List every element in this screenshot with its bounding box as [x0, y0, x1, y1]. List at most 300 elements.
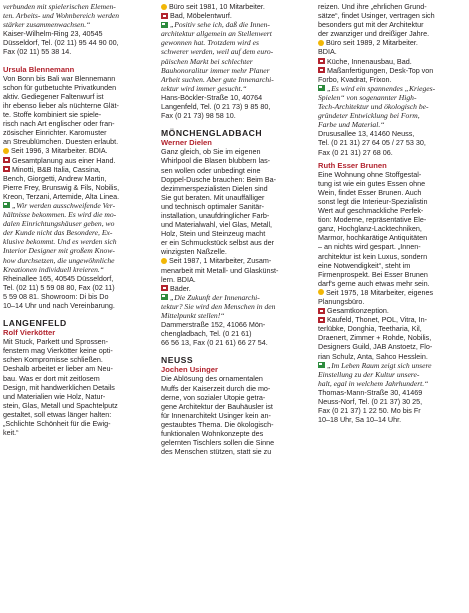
line-text: tektur? Sie wird den Menschen in den [161, 301, 276, 311]
line-text: BDIA. [318, 47, 337, 57]
line-text: Tech-Architektur und ökologisch be- [318, 102, 429, 112]
text-line [161, 311, 307, 320]
line-text: fenstern mag Vierkötter keine opti- [3, 346, 113, 356]
line-text: Gesamtkonzeption. [327, 306, 389, 316]
text-line [161, 447, 307, 456]
line-text: Draenert, Zimmer + Rohde, Nobilis, [318, 333, 432, 343]
text-line [318, 179, 466, 188]
line-text: 10–18 Uhr, Sa 10–14 Uhr. [318, 415, 402, 425]
text-line [161, 302, 307, 311]
line-text: Bauhonoralitur immer mehr Planer [161, 65, 270, 75]
line-text: darf's gerne auch etwas mehr sein. [318, 278, 430, 288]
text-line [318, 406, 466, 415]
text-line [161, 84, 307, 93]
entry-name-ruth-esser-brunen: Ruth Esser Brunen [318, 160, 387, 170]
sun-icon [161, 4, 167, 10]
text-line [161, 2, 307, 11]
text-line [161, 256, 307, 265]
text-line [161, 275, 307, 284]
text-line [161, 93, 307, 102]
text-line [161, 211, 307, 220]
line-text: Dammerstraße 152, 41066 Mön- [161, 320, 266, 330]
line-text: Bäder. [170, 283, 191, 293]
line-text: der zwanziger und dreißiger Jahre. [318, 29, 430, 39]
text-line [318, 397, 466, 406]
line-text: Kreationen individuell kreieren.“ [3, 264, 105, 274]
text-line [3, 74, 149, 83]
square-icon [318, 317, 325, 323]
line-text: Kreon, Terzani, Artemide, Alta Linea. [3, 191, 120, 201]
line-text: aktiv. Gediegener Faltenwurf ist [3, 91, 104, 101]
text-line [3, 246, 149, 255]
text-line [3, 29, 149, 38]
line-text: architektur allgemein an Stellenwert [161, 29, 272, 39]
entry-name-jochen-usinger: Jochen Usinger [161, 365, 218, 375]
line-text: dalen Einrichtungshäuser geben, wo [3, 219, 115, 229]
text-line [3, 419, 149, 428]
line-text: keit.“ [3, 428, 19, 438]
line-text: Design, mit handwerklichen Details [3, 382, 115, 392]
text-line [161, 75, 307, 84]
quote-icon [161, 294, 168, 300]
text-line [3, 101, 149, 110]
line-text: Mittelpunkt stellen!“ [161, 311, 225, 320]
entry-intro-continued [3, 2, 149, 57]
text-line [3, 219, 149, 228]
line-text: Pierre Frey, Brunswig & Fils, Nobilis, [3, 182, 120, 192]
text-line [3, 210, 149, 219]
text-line [3, 174, 149, 183]
text-line [3, 292, 149, 301]
line-text: Bad, Möbelentwurf. [170, 11, 232, 21]
line-text: „Positiv sehe ich, daß die Innen- [170, 20, 270, 30]
line-text: Fax (0 21 31) 27 68 06. [318, 147, 393, 157]
text-line [161, 29, 307, 38]
line-text: „Es wird ein spannendes „Krieges- [327, 83, 436, 93]
line-text: lern. BDIA. [161, 274, 196, 284]
text-line [3, 256, 149, 265]
entry-name-ursula-blennemann: Ursula Blennemann [3, 64, 75, 74]
quote-icon [318, 362, 325, 368]
quote-icon [161, 22, 168, 28]
line-text: des Menschen stützen, statt sie zu [161, 447, 272, 457]
text-line [161, 102, 307, 111]
line-text: Interior Designer mit großem Know- [3, 246, 115, 256]
text-line [161, 147, 307, 156]
text-line [161, 429, 307, 438]
line-text: „Wir werden ausschweifende Ver- [12, 200, 116, 210]
line-text: reizen. Und ihre „ehrlichen Grund- [318, 2, 427, 11]
text-line [3, 337, 149, 346]
line-text: terlübke, Donghia, Teetharia, Kil, [318, 324, 422, 334]
line-text: Hans-Böckler-Straße 10, 40764 [161, 92, 263, 102]
line-text: Forbo, Kvadrat, Frixon. [318, 74, 392, 84]
line-text: Fax (0 21 73) 98 58 10. [161, 111, 236, 121]
text-line [318, 129, 466, 138]
city-heading-neuss: NEUSS [161, 355, 194, 366]
text-line [318, 120, 466, 129]
text-line [318, 288, 466, 297]
line-text: Neuss-Norf, Tel. (0 21 37) 30 25, [318, 397, 423, 407]
text-line [161, 438, 307, 447]
line-text: Ganz gleich, ob Sie im eigenen [161, 147, 261, 157]
square-icon [3, 157, 10, 163]
line-text: Minotti, B&B Italia, Cassina, [12, 164, 101, 174]
line-text: Eine Wohnung ohne Stoffgestal- [318, 169, 422, 179]
text-line [3, 265, 149, 274]
line-text: „Schlichte Schönheit für die Ewig- [3, 419, 111, 429]
text-line [3, 183, 149, 192]
text-line [161, 166, 307, 175]
line-text: sonst legt die Interieur-Spezialistin [318, 196, 428, 206]
text-line [318, 11, 466, 20]
text-line [318, 20, 466, 29]
line-text: Sie gut beraten. Mit unauffälliger [161, 192, 265, 202]
text-line [161, 111, 307, 120]
text-line [161, 184, 307, 193]
square-icon [161, 285, 168, 291]
text-line [161, 420, 307, 429]
line-text: Marmor, hochkarätige Antiquitäten [318, 233, 428, 243]
text-line [318, 188, 466, 197]
square-icon [318, 308, 325, 314]
line-text: Deshalb arbeitet er lieber am Neu- [3, 364, 113, 374]
sun-icon [318, 289, 324, 295]
text-line [3, 364, 149, 373]
text-line [318, 102, 466, 111]
text-line [161, 402, 307, 411]
line-text: winzigsten Naßzelle. [161, 247, 227, 257]
line-text: Fax (02 11) 55 38 14. [3, 47, 72, 57]
text-line [161, 47, 307, 56]
text-line [318, 261, 466, 270]
line-text: gelernten Tischlers sollen die Sinne [161, 438, 275, 448]
text-line [161, 202, 307, 211]
line-text: Von Bonn bis Bali war Blennemann [3, 73, 116, 83]
line-text: tung ist wie ein gutes Essen ohne [318, 178, 426, 188]
line-text: installation, unaufdringlicher Farb- [161, 210, 270, 220]
text-line [161, 247, 307, 256]
line-text: derne, von sozialer Utopie getra- [161, 392, 266, 402]
line-text: Tel. (02 11) 5 59 08 80, Fax (02 11) [3, 282, 115, 292]
line-text: für Innenarchitekt Usinger kein an- [161, 410, 271, 420]
text-line [161, 220, 307, 229]
text-line [318, 2, 466, 11]
text-line [318, 84, 466, 93]
square-icon [3, 166, 10, 172]
text-line [3, 119, 149, 128]
line-text: Fax (0 21 37) 1 22 50. Mo bis Fr [318, 406, 421, 416]
text-line [3, 301, 149, 310]
line-text: te. Stoffe kombiniert sie spiele- [3, 110, 102, 120]
text-line [318, 306, 466, 315]
entry-text-vierkoetter-continued [161, 2, 307, 120]
text-line [318, 252, 466, 261]
text-line [161, 193, 307, 202]
text-line [318, 379, 466, 388]
text-line [318, 279, 466, 288]
line-text: der Kunde nicht das Besondere, Ex- [3, 228, 113, 238]
line-text: verbunden mit spielerischen Elemen- [3, 2, 116, 11]
text-line [3, 374, 149, 383]
text-line [3, 47, 149, 56]
line-text: Tel. (0 21 31) 27 64 05 / 27 53 30, [318, 138, 426, 148]
text-line [318, 242, 466, 251]
text-line [161, 284, 307, 293]
entry-name-werner-dielen: Werner Dielen [161, 138, 212, 148]
text-line [3, 128, 149, 137]
line-text: schwerer werden, weil auf dem euro- [161, 47, 274, 57]
text-line [318, 388, 466, 397]
text-line [161, 238, 307, 247]
line-text: 10–14 Uhr und nach Vereinbarung. [3, 301, 115, 310]
text-line [318, 342, 466, 351]
text-line [318, 215, 466, 224]
line-text: bau. Was er dort mit zeitlosem [3, 373, 100, 383]
line-text: klusive bekommt. Und es werden sich [3, 237, 117, 247]
line-text: Kaufeld, Thonet, POL, Vitra, In- [327, 315, 428, 325]
line-text: und Materialien wie Holz, Natur- [3, 391, 106, 401]
line-text: 66 56 13, Fax (0 21 61) 66 27 54. [161, 338, 268, 348]
text-line [161, 66, 307, 75]
text-line [3, 383, 149, 392]
text-line [318, 233, 466, 242]
text-line [161, 338, 307, 347]
line-text: Maßanfertigungen, Desk-Top von [327, 65, 434, 75]
text-line [3, 346, 149, 355]
text-line [161, 293, 307, 302]
entry-text-jochen-usinger [161, 374, 307, 456]
text-line [3, 237, 149, 246]
line-text: besonders gut mit der Architektur [318, 20, 424, 30]
text-line [3, 2, 149, 11]
line-text: gewonnen hat. Trotzdem wird es [161, 38, 259, 48]
text-line [318, 324, 466, 333]
text-line [318, 93, 466, 102]
text-line [161, 57, 307, 66]
quote-icon [318, 85, 325, 91]
square-icon [161, 13, 168, 19]
line-text: sätze“, findet Usinger, vertragen sich [318, 11, 435, 21]
line-text: Seit 1975, 18 Mitarbeiter, eigenes [326, 287, 434, 297]
city-heading-langenfeld: LANGENFELD [3, 318, 67, 329]
sun-icon [318, 40, 324, 46]
line-text: funktionalen Wohnkonzepte des [161, 429, 264, 439]
line-text: Kaiser-Wilhelm-Ring 23, 40545 [3, 29, 103, 39]
line-text: dezimmerspezialisten Dielen sind [161, 183, 268, 193]
square-icon [318, 58, 325, 64]
text-line [161, 411, 307, 420]
line-text: ihr ebenso lieber als nüchterne Glät- [3, 100, 119, 110]
line-text: Planungsbüro. [318, 297, 365, 306]
line-text: Designers Guild, JAB Anstoetz, Flo- [318, 342, 433, 352]
line-text: chengladbach, Tel. (0 21 61) [161, 329, 252, 339]
line-text: gestaltet, soll etwas länger halten: [3, 409, 112, 419]
text-line [318, 297, 466, 306]
text-line [3, 11, 149, 20]
entry-text-werner-dielen [161, 147, 307, 347]
text-line [3, 20, 149, 29]
text-line [318, 270, 466, 279]
line-text: eine Notwendigkeit“, steht im [318, 260, 411, 270]
line-text: Whirlpool die Blasen blubbern las- [161, 156, 271, 166]
text-line [3, 192, 149, 201]
line-text: sen wollen oder unbedingt eine [161, 165, 261, 175]
text-line [318, 224, 466, 233]
line-text: „Die Zukunft der Innenarchi- [170, 292, 260, 302]
entry-text-ursula-blennemann [3, 74, 149, 310]
text-line [3, 401, 149, 410]
line-text: Langenfeld, Tel. (0 21 73) 9 85 80, [161, 102, 271, 112]
text-line [3, 392, 149, 401]
square-icon [318, 67, 325, 73]
text-line [318, 138, 466, 147]
line-text: architektur ist kein Luxus, sondern [318, 251, 428, 261]
line-text: Einstellung zu der Kultur unsere- [318, 369, 420, 379]
column-3 [318, 2, 466, 424]
line-text: Gesamtplanung aus einer Hand. [12, 155, 116, 165]
line-text: ten. Arbeits- und Wohnbereich werden [3, 11, 120, 21]
text-line [3, 146, 149, 155]
text-line [318, 47, 466, 56]
text-line [3, 228, 149, 237]
line-text: Düsseldorf, Tel. (02 11) 95 44 90 00, [3, 38, 119, 48]
text-line [3, 156, 149, 165]
text-line [318, 370, 466, 379]
text-line [3, 110, 149, 119]
text-line [318, 206, 466, 215]
line-text: hältnisse bekommen. Es wird die mo- [3, 210, 117, 220]
line-text: menarbeit mit Metall- und Glaskünst- [161, 265, 279, 275]
text-line [161, 384, 307, 393]
line-text: Mit Stuck, Parkett und Sprossen- [3, 337, 109, 347]
text-line [318, 75, 466, 84]
line-text: stein, Glas, Metall und Spachtelputz [3, 400, 118, 410]
text-line [3, 410, 149, 419]
line-text: Farbe und Material.“ [318, 120, 385, 130]
text-line [318, 170, 466, 179]
text-line [318, 38, 466, 47]
text-line [161, 329, 307, 338]
text-line [318, 66, 466, 75]
text-line [161, 266, 307, 275]
line-text: how durchsetzen, die ungewöhnliche [3, 255, 115, 265]
line-text: er ein Schmuckstück selbst aus der [161, 238, 275, 248]
line-text: Seit 1996, 3 Mitarbeiter. BDIA. [11, 146, 108, 156]
line-text: Arbeit suchen. Aber gute Innenarchi- [161, 74, 274, 84]
text-line [161, 175, 307, 184]
text-line [161, 38, 307, 47]
line-text: Firmenprospekt. Bei Esser Brunen [318, 269, 428, 279]
text-line [318, 148, 466, 157]
text-line [318, 415, 466, 424]
line-text: Wert auf geschmackliche Perfek- [318, 206, 424, 216]
line-text: Doppel-Dusche brauchen: Beim Ba- [161, 174, 277, 184]
text-line [3, 137, 149, 146]
city-heading-moenchengladbach: MÖNCHENGLADBACH [161, 128, 263, 139]
text-line [3, 83, 149, 92]
sun-icon [161, 258, 167, 264]
line-text: an Streublümchen. Duesten erlaubt. [3, 137, 119, 147]
line-text: tektur wird immer gesucht.“ [161, 83, 247, 93]
line-text: zösischer Einrichter. Karomuster [3, 128, 107, 138]
line-text: Thomas-Mann-Straße 30, 41469 [318, 387, 423, 397]
text-line [318, 197, 466, 206]
line-text: Büro seit 1981, 10 Mitarbeiter. [169, 2, 265, 11]
text-line [161, 11, 307, 20]
entry-text-usinger-continued [318, 2, 466, 157]
line-text: stärker zusammenwachsen.“ [3, 20, 91, 30]
text-line [318, 352, 466, 361]
line-text: Drususallee 13, 41460 Neuss, [318, 129, 415, 139]
line-text: Die Ablösung des ornamentalen [161, 374, 263, 384]
line-text: Wein, findet Esser Brunen. Auch [318, 187, 422, 197]
line-text: Seit 1987, 1 Mitarbeiter, Zusam- [169, 256, 272, 266]
text-line [318, 315, 466, 324]
line-text: Büro seit 1989, 2 Mitarbeiter. [326, 38, 418, 48]
text-line [3, 428, 149, 437]
line-text: risch nach Art englischer oder fran- [3, 119, 115, 129]
column-2 [161, 2, 307, 456]
text-line [3, 283, 149, 292]
line-text: Muffs der Kaiserzeit durch die mo- [161, 383, 271, 393]
line-text: und technisch optimaler Sanitär- [161, 201, 265, 211]
line-text: Bench, Giorgetti, Andrew Martin, [3, 173, 107, 183]
text-line [3, 201, 149, 210]
entry-name-rolf-vierkoetter: Rolf Vierkötter [3, 328, 56, 338]
text-line [161, 320, 307, 329]
text-line [161, 20, 307, 29]
text-line [3, 92, 149, 101]
text-line [318, 29, 466, 38]
text-line [161, 374, 307, 383]
text-line [318, 57, 466, 66]
line-text: – an nichts wird gespart. „Innen- [318, 242, 421, 252]
text-line [161, 156, 307, 165]
line-text: Holz, Stein und Steinzeug macht [161, 229, 266, 239]
line-text: gestaubtes Thema. Die ökologisch- [161, 419, 274, 429]
text-line [3, 274, 149, 283]
text-line [318, 333, 466, 342]
line-text: halt, egal in welchem Jahrhundert.“ [318, 378, 429, 388]
text-line [3, 165, 149, 174]
text-line [318, 361, 466, 370]
entry-text-rolf-vierkoetter [3, 337, 149, 437]
line-text: 5 59 08 81. Showroom: Di bis Do [3, 291, 109, 301]
quote-icon [3, 202, 10, 208]
entry-text-ruth-esser-brunen [318, 170, 466, 425]
line-text: Rheinallee 165, 40545 Düsseldorf, [3, 273, 114, 283]
line-text: „Im Leben Raum zeigt sich unsere [327, 360, 432, 370]
line-text: päischen Markt bei schlechter [161, 56, 253, 66]
text-line [3, 355, 149, 364]
line-text: und Materialwahl, viel Glas, Metall, [161, 220, 273, 230]
line-text: schon für gutbetuchte Privatkunden [3, 82, 117, 92]
sun-icon [3, 148, 9, 154]
line-text: ganz, Hochglanz-Lacktechniken, [318, 224, 422, 234]
line-text: gene Architektur der Bauhäusler ist [161, 401, 273, 411]
line-text: gründeter Entwicklung bei Form, [318, 111, 420, 121]
text-line [3, 38, 149, 47]
line-text: rian Schulz, Anta, Sahco Hesslein. [318, 351, 428, 361]
text-line [318, 111, 466, 120]
text-line [161, 229, 307, 238]
line-text: Küche, Innenausbau, Bad. [327, 56, 412, 66]
text-line [161, 393, 307, 402]
column-1 [3, 2, 149, 437]
line-text: tion: Moderne, repräsentative Ele- [318, 215, 427, 225]
line-text: Spielen“ von sogenannter High- [318, 92, 417, 102]
